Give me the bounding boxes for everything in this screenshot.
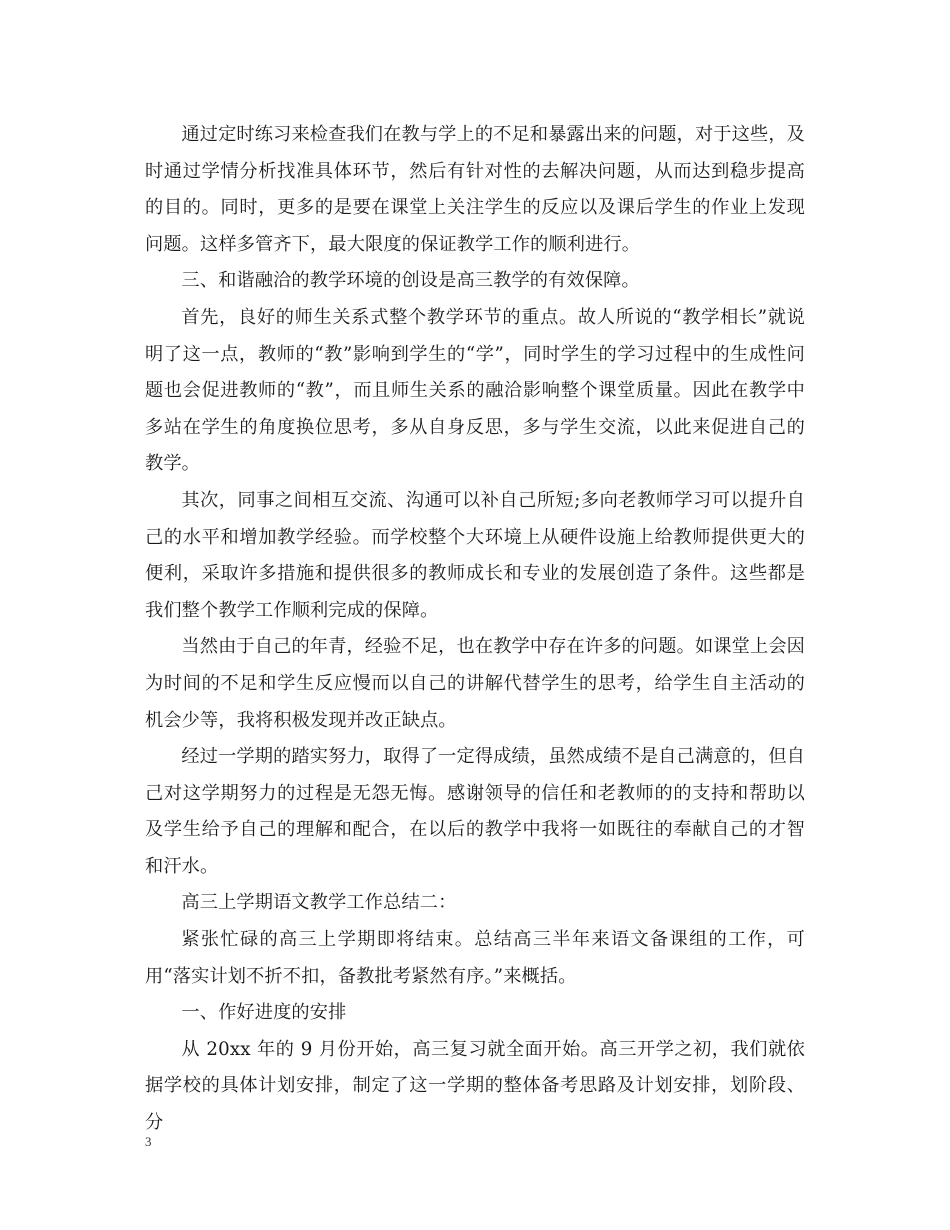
section-heading: 三、和谐融洽的教学环境的创设是高三教学的有效保障。 (181, 270, 640, 292)
paragraph: 紧张忙碌的高三上学期即将结束。总结高三半年来语文备课组的工作，可用“落实计划不折不扣，备教批考紧然有序。”来概括。 (145, 929, 805, 987)
section-heading: 高三上学期语文教学工作总结二： (181, 892, 457, 914)
paragraph: 从 20xx 年的 9 月份开始，高三复习就全面开始。高三开学之初，我们就依据学校的具体计划安排，制定了这一学期的整体备考思路及计划安排，划阶段、分 (145, 1038, 805, 1134)
paragraph: 首先，良好的师生关系式整个教学环节的重点。故人所说的“教学相长”就说明了这一点，教师的“教”影响到学生的“学”，同时学生的学习过程中的生成性问题也会促进教师的“教”，而且师生关系的融洽影响整个课堂质量。因此在教学中多站在学生的角度换位思考，多从自身反思，多与学生交流，以此来促进自己的教学。 (145, 306, 805, 475)
page-number: 3 (145, 1134, 152, 1149)
paragraph: 通过定时练习来检查我们在教与学上的不足和暴露出来的问题，对于这些，及时通过学情分析找准具体环节，然后有针对性的去解决问题，从而达到稳步提高的目的。同时，更多的是要在课堂上关注学生的反应以及课后学生的作业上发现问题。这样多管齐下，最大限度的保证教学工作的顺利进行。 (145, 124, 805, 255)
paragraph: 经过一学期的踏实努力，取得了一定得成绩，虽然成绩不是自己满意的，但自己对这学期努力的过程是无怨无悔。感谢领导的信任和老教师的的支持和帮助以及学生给予自己的理解和配合，在以后的教学中我将一如既往的奉献自己的才智和汗水。 (145, 746, 805, 877)
document-body (145, 117, 805, 1142)
paragraph: 其次，同事之间相互交流、沟通可以补自己所短;多向老教师学习可以提升自己的水平和增加教学经验。而学校整个大环境上从硬件设施上给教师提供更大的便利，采取许多措施和提供很多的教师成长和专业的发展创造了条件。这些都是我们整个教学工作顺利完成的保障。 (145, 489, 805, 621)
paragraph: 当然由于自己的年青，经验不足，也在教学中存在许多的问题。如课堂上会因为时间的不足和学生反应慢而以自己的讲解代替学生的思考，给学生自主活动的机会少等，我将积极发现并改正缺点。 (145, 636, 805, 731)
section-heading: 一、作好进度的安排 (181, 1002, 347, 1024)
